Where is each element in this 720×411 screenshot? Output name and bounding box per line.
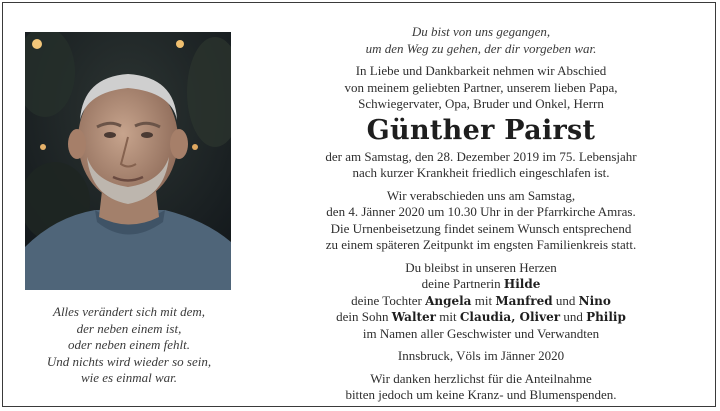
funeral-info-line: den 4. Jänner 2020 um 10.30 Uhr in der Pfarrkirche Amras. xyxy=(326,204,636,219)
daughter-in-law-names: Claudia, Oliver xyxy=(459,310,561,324)
thanks-line: Wir danken herzlichst für die Anteilnahme xyxy=(370,370,592,386)
mourner-others: im Namen aller Geschwister und Verwandten xyxy=(362,325,600,341)
farewell-intro-line: Schwiegervater, Opa, Bruder und Onkel, Herrn xyxy=(358,96,604,111)
mourner-son: dein Sohn Walter mit Claudia, Oliver und Philip xyxy=(336,309,626,324)
deceased-name: Günther Pairst xyxy=(366,114,596,146)
poem-line: der neben einem ist, xyxy=(76,320,182,336)
partner-name: Hilde xyxy=(503,277,541,291)
funeral-info-line: Die Urnenbeisetzung findet seinem Wunsch entsprechend xyxy=(330,220,632,236)
mourners-heading: Du bleibst in unseren Herzen xyxy=(405,259,557,275)
funeral-info-line: zu einem späteren Zeitpunkt im engsten Familienkreis statt. xyxy=(325,237,637,252)
poem-quote xyxy=(18,304,240,387)
son-name: Walter xyxy=(391,310,437,324)
portrait-photo xyxy=(25,32,231,290)
opening-quote-line: Du bist von uns gegangen, xyxy=(411,24,551,39)
poem-line: Alles verändert sich mit dem, xyxy=(53,304,205,319)
poem-line: oder neben einem fehlt. xyxy=(67,337,190,352)
mourner-partner: deine Partnerin Hilde xyxy=(421,276,541,291)
poem-line: wie es einmal war. xyxy=(80,370,178,385)
grandchild-name: Philip xyxy=(586,310,626,324)
mourner-daughter: deine Tochter Angela mit Manfred und Nino xyxy=(351,292,611,308)
grandchild-name: Nino xyxy=(578,293,611,308)
funeral-info-line: Wir verabschieden uns am Samstag, xyxy=(386,187,576,203)
opening-quote-line: um den Weg zu gehen, der dir vorgeben war. xyxy=(365,40,597,56)
son-in-law-name: Manfred xyxy=(495,293,553,308)
death-notice-line: nach kurzer Krankheit friedlich eingeschlafen ist. xyxy=(352,165,610,180)
poem-line: Und nichts wird wieder so sein, xyxy=(46,353,212,369)
thanks-line: bitten jedoch um keine Kranz- und Blumenspenden. xyxy=(345,387,617,402)
daughter-name: Angela xyxy=(425,293,472,308)
farewell-intro-line: In Liebe und Dankbarkeit nehmen wir Abschied xyxy=(355,63,607,78)
death-notice-line: der am Samstag, den 28. Dezember 2019 im 75. Lebensjahr xyxy=(325,148,637,164)
obituary-text xyxy=(285,24,677,404)
place-date: Innsbruck, Völs im Jänner 2020 xyxy=(397,348,565,363)
farewell-intro-line: von meinem geliebten Partner, unserem lieben Papa, xyxy=(344,79,618,95)
